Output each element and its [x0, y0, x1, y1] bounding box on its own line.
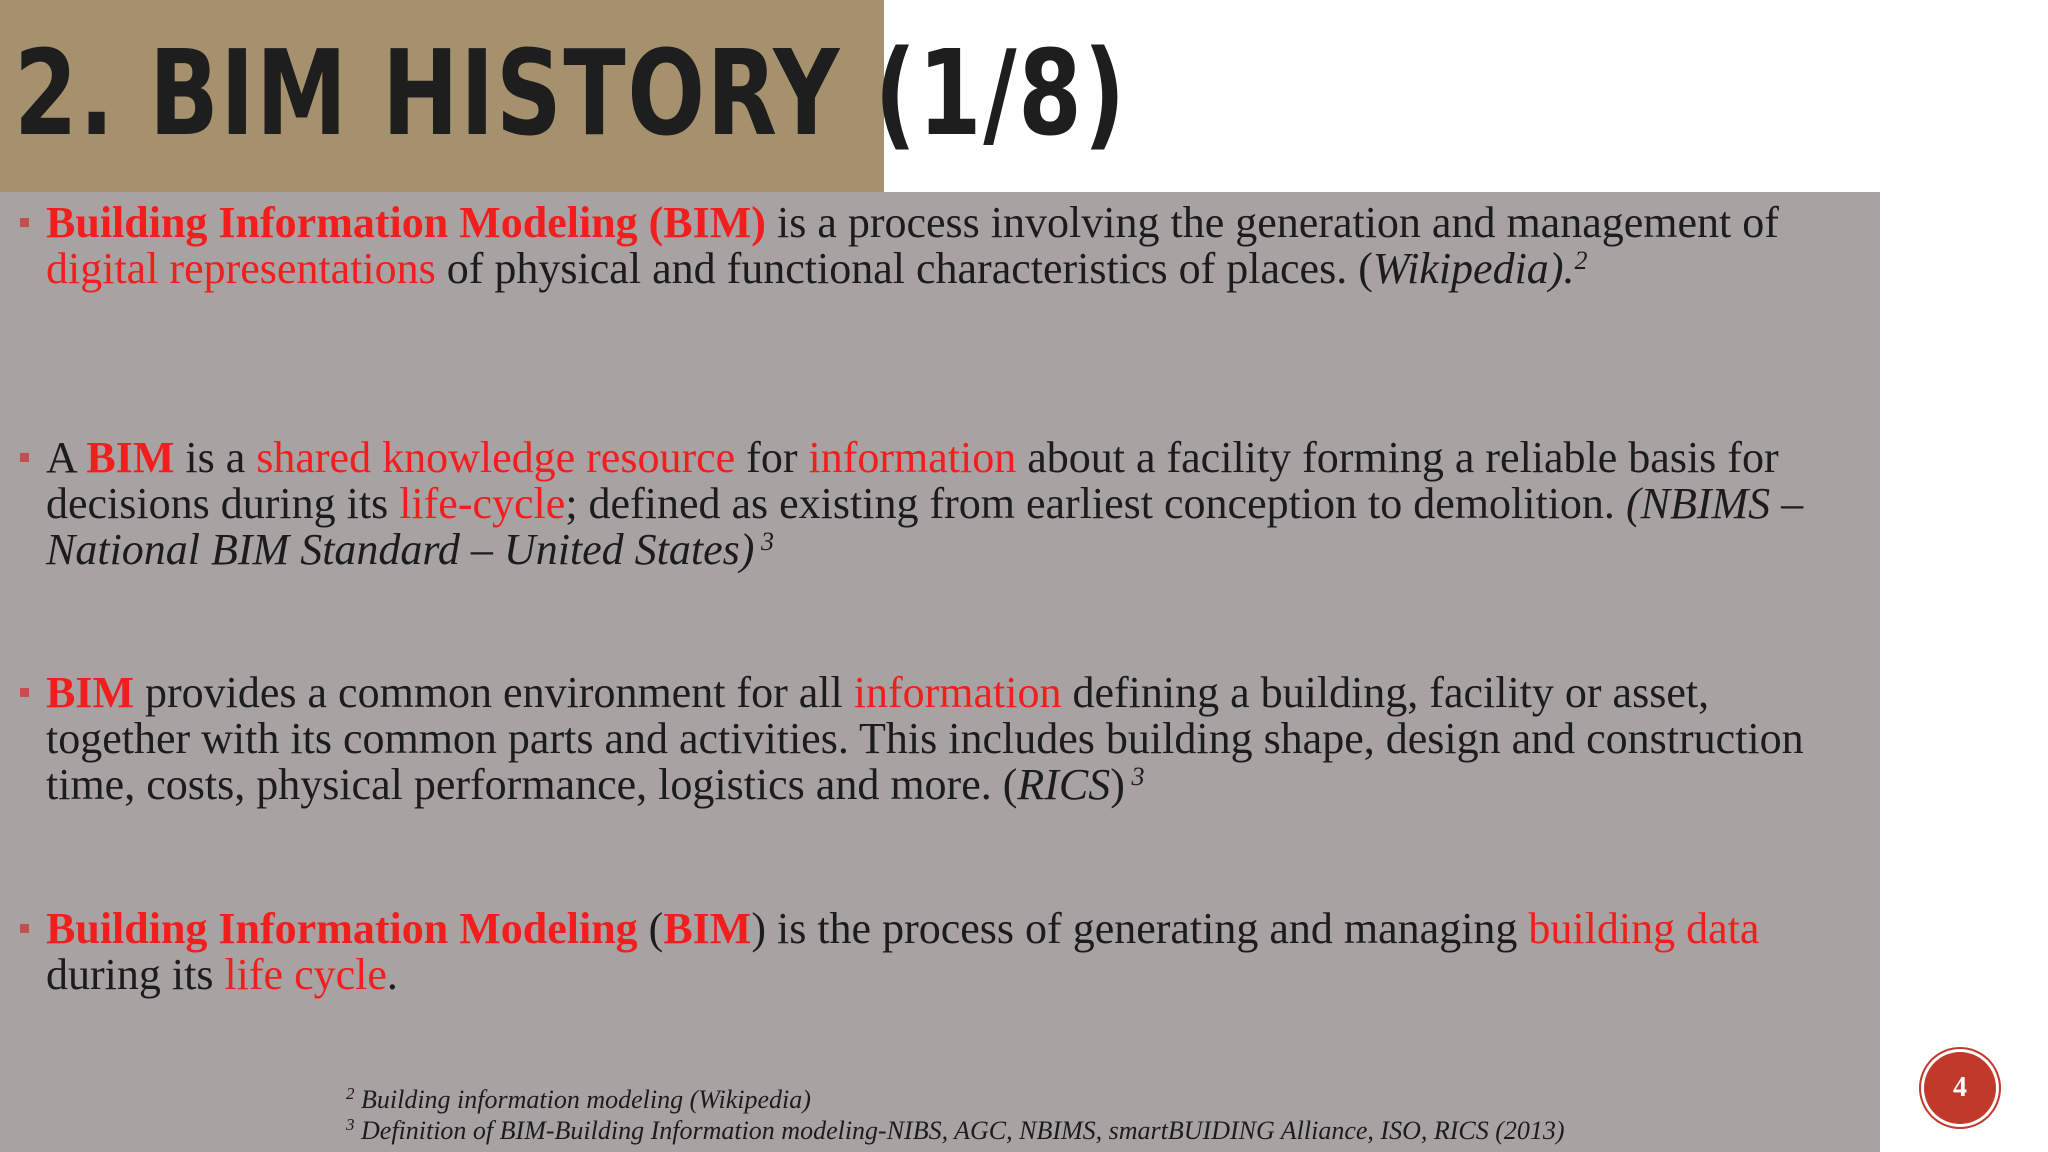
text-segment: (NBIMS – National BIM Standard – United States) [46, 479, 1804, 574]
bullet-text [46, 200, 1860, 292]
text-segment: life cycle [224, 950, 387, 999]
text-segment: Building Information Modeling (BIM) [46, 198, 766, 247]
footnote-reference: 3 [754, 527, 774, 556]
footnote-mark: 3 [346, 1115, 355, 1134]
text-segment: life-cycle [399, 479, 566, 528]
text-segment: shared knowledge resource [256, 433, 736, 482]
bullet-bim-wikipedia-definition [20, 200, 1860, 292]
text-segment: Building Information Modeling [46, 904, 638, 953]
page-number-badge: 4 [1924, 1052, 1996, 1124]
text-segment: ). [1548, 244, 1575, 293]
text-segment: RICS [1017, 760, 1111, 809]
bullet-bim-rics-definition [20, 670, 1860, 808]
footnote-wikipedia [346, 1084, 1565, 1115]
text-segment: defining a building, facility or asset, together with its common parts and activities. This includes building shape, design and construction time, costs, physical performance, logistics and more. ( [46, 668, 1804, 809]
text-segment: for [735, 433, 809, 482]
footnote-mark: 2 [346, 1084, 355, 1103]
text-segment: building data [1528, 904, 1760, 953]
text-segment: Wikipedia [1372, 244, 1549, 293]
text-segment: ; defined as existing from earliest conception to demolition. [565, 479, 1626, 528]
footnote-text: Building information modeling (Wikipedia) [354, 1085, 811, 1114]
bullet-bim-nbims-definition [20, 435, 1860, 573]
footnote-text: Definition of BIM-Building Information modeling-NIBS, AGC, NBIMS, smartBUIDING Alliance, ISO, RICS (2013) [354, 1116, 1565, 1145]
text-segment: ) [1110, 760, 1125, 809]
text-segment: BIM [663, 904, 752, 953]
title-bar [0, 0, 1127, 192]
footnote-bim-definition [346, 1115, 1565, 1146]
footnote-reference: 3 [1124, 762, 1145, 791]
bullet-marker [20, 688, 29, 697]
bullet-bim-process-definition [20, 906, 1860, 998]
text-segment: . [386, 950, 398, 999]
text-segment: during its [46, 950, 225, 999]
text-segment: BIM [86, 433, 175, 482]
text-segment: digital representations [46, 244, 436, 293]
bullet-marker [20, 924, 29, 933]
bullet-text [46, 906, 1860, 998]
bullet-text [46, 670, 1860, 808]
footnotes [346, 1084, 1565, 1146]
text-segment: ) is the process of generating and managing [751, 904, 1529, 953]
text-segment: ( [637, 904, 664, 953]
text-segment: about a facility forming a reliable basis for decisions during its [46, 433, 1779, 528]
text-segment: information [853, 668, 1062, 717]
text-segment: of physical and functional characteristics of places. ( [435, 244, 1373, 293]
text-segment: information [808, 433, 1017, 482]
slide-title: 2. BIM HISTORY (1/8) [14, 24, 1127, 162]
text-segment: A [46, 433, 87, 482]
text-segment: provides a common environment for all [134, 668, 854, 717]
bullet-text [46, 435, 1860, 573]
bullet-marker [20, 218, 29, 227]
bullet-marker [20, 453, 29, 462]
text-segment: is a process involving the generation and management of [765, 198, 1779, 247]
text-segment: BIM [46, 668, 134, 717]
text-segment: is a [174, 433, 257, 482]
footnote-reference: 2 [1574, 246, 1588, 275]
